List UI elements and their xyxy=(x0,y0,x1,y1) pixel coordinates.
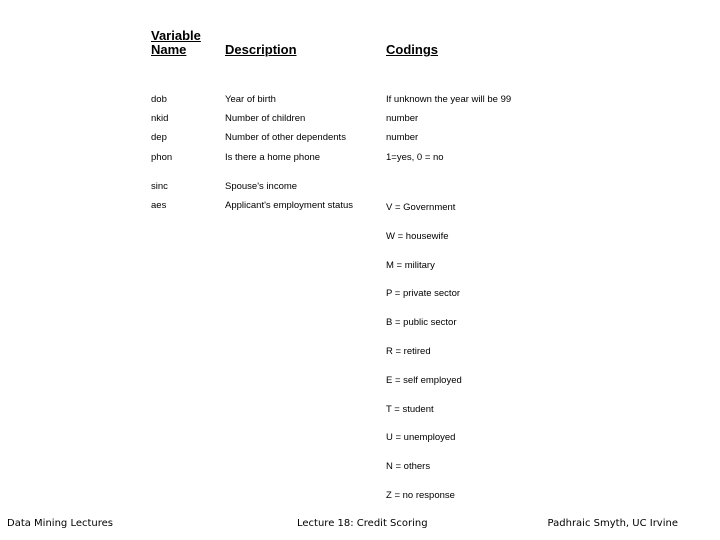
row-aes-coding: V = Government xyxy=(386,202,456,213)
row-nkid-coding: number xyxy=(386,113,419,124)
row-aes-description: Applicant's employment status xyxy=(225,200,354,211)
row-dob-name: dob xyxy=(151,94,167,105)
row-nkid-name: nkid xyxy=(151,113,169,124)
footer-course-title: Data Mining Lectures xyxy=(7,518,114,529)
row-dob-coding: If unknown the year will be 99 xyxy=(386,94,512,105)
aes-code-item: M = military xyxy=(386,260,435,271)
aes-code-item: E = self employed xyxy=(386,375,462,386)
aes-code-item: T = student xyxy=(386,404,434,415)
aes-code-item: N = others xyxy=(386,461,431,472)
header-description: Description xyxy=(225,42,297,57)
aes-code-item: W = housewife xyxy=(386,231,449,242)
row-dep-name: dep xyxy=(151,132,167,143)
aes-code-item: B = public sector xyxy=(386,317,457,328)
row-sinc-name: sinc xyxy=(151,181,168,192)
row-phon-description: Is there a home phone xyxy=(225,152,321,163)
row-dep-coding: number xyxy=(386,132,419,143)
row-phon-coding: 1=yes, 0 = no xyxy=(386,152,444,163)
aes-code-item: P = private sector xyxy=(386,288,461,299)
header-codings: Codings xyxy=(386,42,438,57)
header-variable-line1: Variable xyxy=(151,28,201,43)
aes-code-item: R = retired xyxy=(386,346,431,357)
footer-lecture-title: Lecture 18: Credit Scoring xyxy=(297,518,428,529)
row-nkid-description: Number of children xyxy=(225,113,306,124)
row-dob-description: Year of birth xyxy=(225,94,276,105)
footer-author: Padhraic Smyth, UC Irvine xyxy=(547,518,678,529)
row-phon-name: phon xyxy=(151,152,173,163)
aes-code-item: U = unemployed xyxy=(386,432,456,443)
row-sinc-description: Spouse's income xyxy=(225,181,298,192)
row-dep-description: Number of other dependents xyxy=(225,132,346,143)
header-variable-name xyxy=(151,29,201,57)
aes-code-item: Z = no response xyxy=(386,490,455,501)
header-variable-line2: Name xyxy=(151,42,187,57)
row-aes-name: aes xyxy=(151,200,167,211)
